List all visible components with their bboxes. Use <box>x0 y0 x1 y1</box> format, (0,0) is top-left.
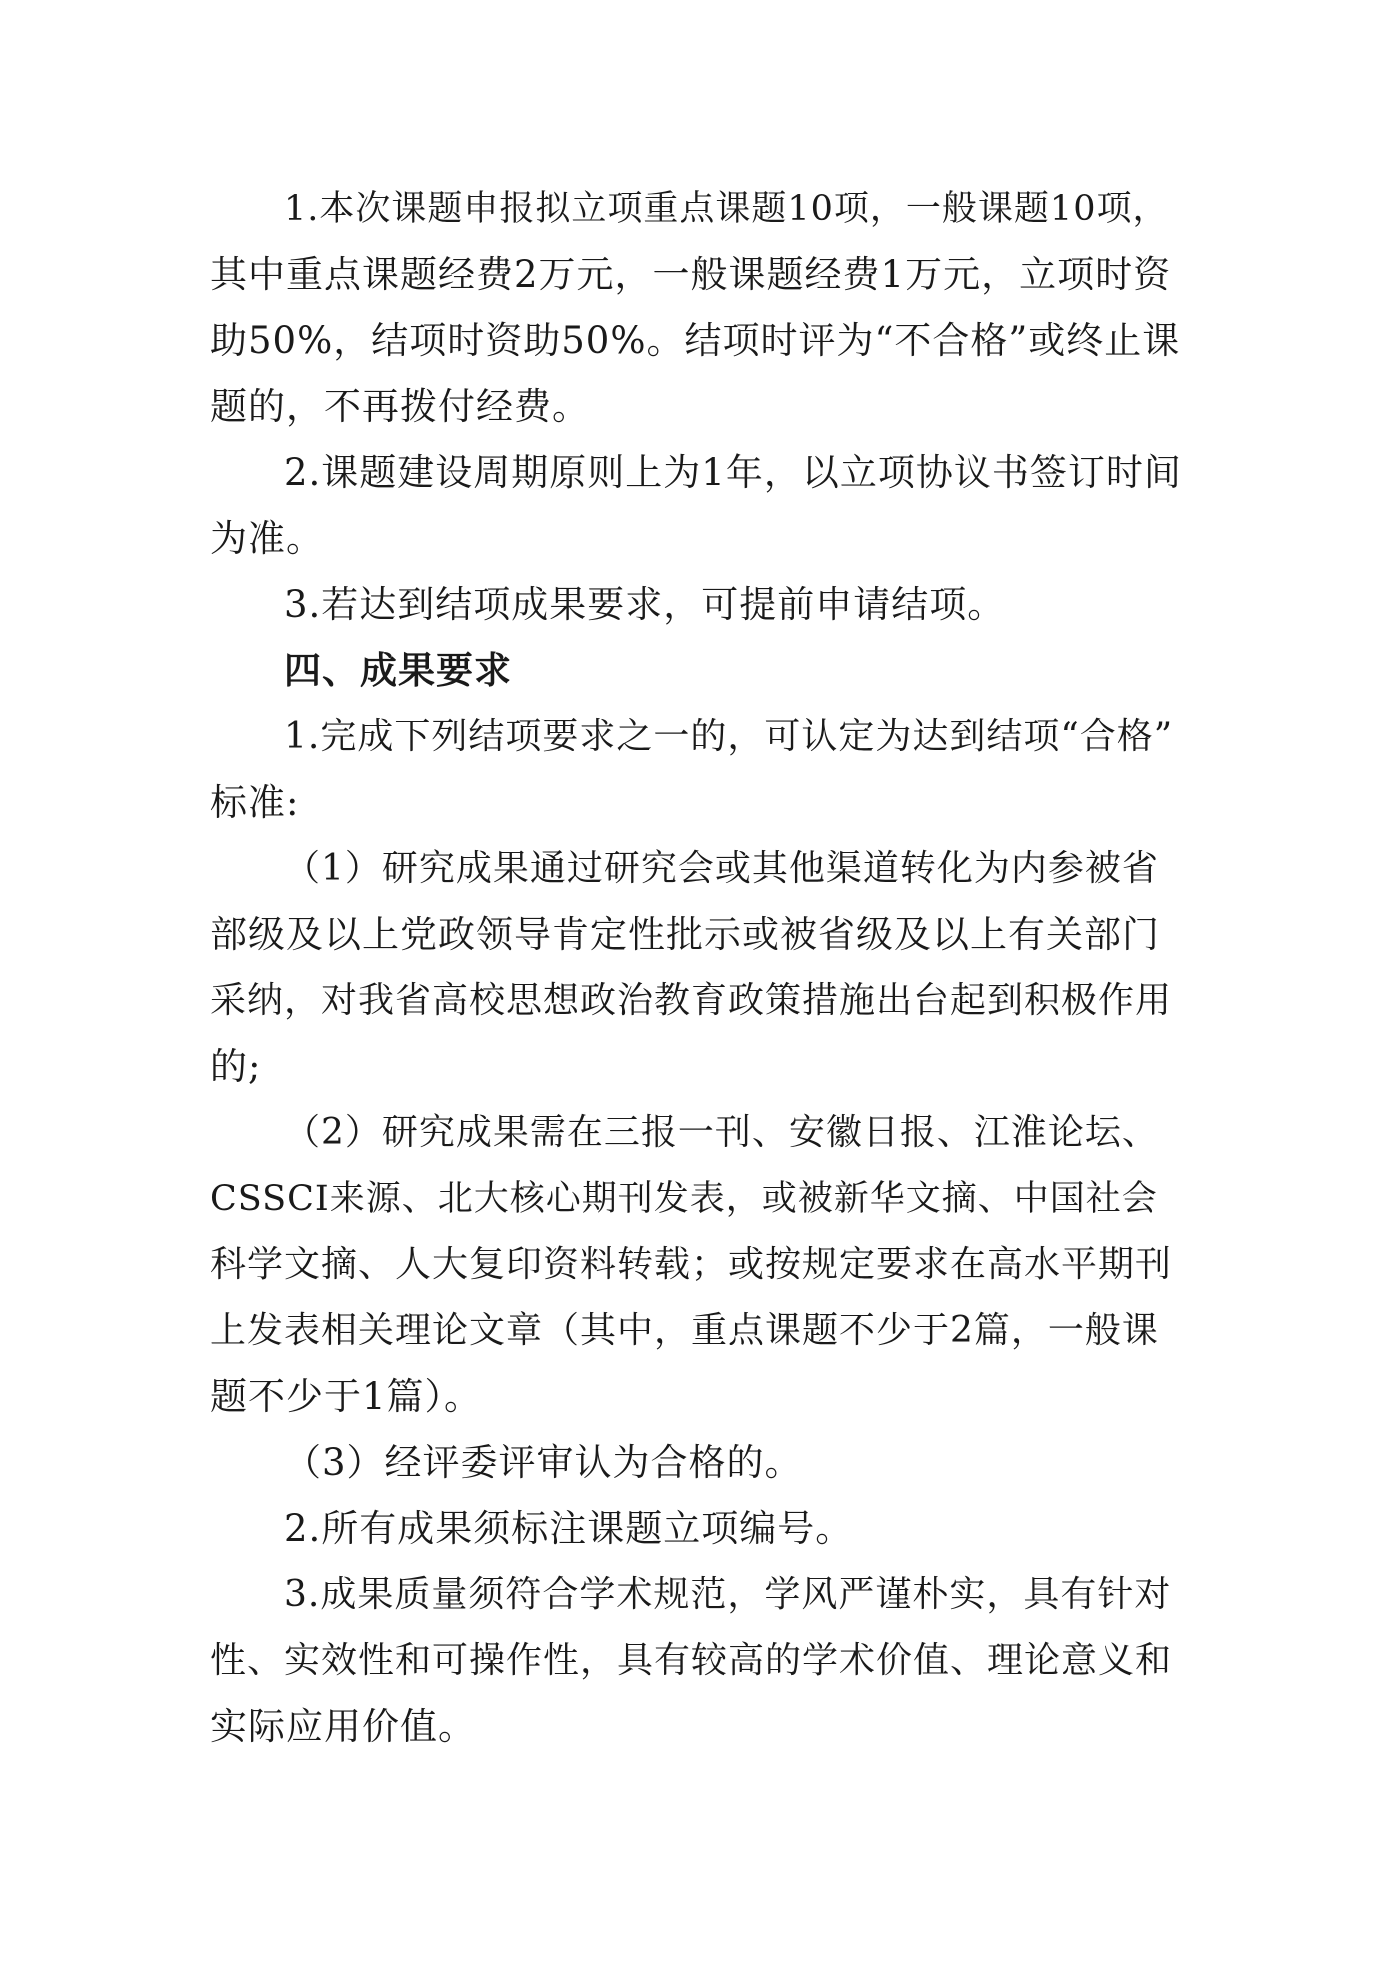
item-2-line-1: （2）研究成果需在三报一刊、安徽日报、江淮论坛、 <box>284 1112 1159 1153</box>
paragraph-period-line-2: 为准。 <box>210 517 324 560</box>
item-2-line-3: 科学文摘、人大复印资料转载；或按规定要求在高水平期刊 <box>210 1244 1173 1285</box>
paragraph-numbering: 2.所有成果须标注课题立项编号。 <box>284 1507 854 1550</box>
paragraph-period-line-1: 2.课题建设周期原则上为1年，以立项协议书签订时间 <box>284 451 1182 494</box>
item-1-line-2: 部级及以上党政领导肯定性批示或被省级及以上有关部门 <box>210 913 1160 956</box>
item-3: （3）经评委评审认为合格的。 <box>284 1441 803 1484</box>
document-page <box>210 176 1182 1760</box>
paragraph-criteria-line-1: 1.完成下列结项要求之一的，可认定为达到结项“合格” <box>284 716 1174 757</box>
paragraph-quality-line-3: 实际应用价值。 <box>210 1705 476 1748</box>
paragraph-funding-line-2: 其中重点课题经费2万元，一般课题经费1万元，立项时资 <box>210 253 1172 296</box>
item-2-line-5: 题不少于1篇）。 <box>210 1375 483 1418</box>
paragraph-quality-line-1: 3.成果质量须符合学术规范，学风严谨朴实，具有针对 <box>284 1574 1172 1615</box>
paragraph-funding-line-3: 助50%，结项时资助50%。结项时评为“不合格”或终止课 <box>210 319 1181 362</box>
paragraph-funding-line-4: 题的，不再拨付经费。 <box>210 385 590 428</box>
section-heading-results: 四、成果要求 <box>284 649 512 692</box>
item-1-line-3: 采纳，对我省高校思想政治教育政策措施出台起到积极作用 <box>210 980 1173 1021</box>
item-1-line-4: 的; <box>210 1045 262 1088</box>
paragraph-quality-line-2: 性、实效性和可操作性，具有较高的学术价值、理论意义和 <box>210 1640 1173 1681</box>
item-2-line-4: 上发表相关理论文章（其中，重点课题不少于2篇，一般课 <box>210 1310 1159 1351</box>
item-2-line-2: CSSCI来源、北大核心期刊发表，或被新华文摘、中国社会 <box>210 1179 1158 1219</box>
paragraph-early-closure: 3.若达到结项成果要求，可提前申请结项。 <box>284 583 1006 626</box>
item-1-line-1: （1）研究成果通过研究会或其他渠道转化为内参被省 <box>284 848 1159 889</box>
paragraph-funding-line-1: 1.本次课题申报拟立项重点课题10项，一般课题10项， <box>284 189 1169 229</box>
paragraph-criteria-line-2: 标准: <box>210 781 300 824</box>
